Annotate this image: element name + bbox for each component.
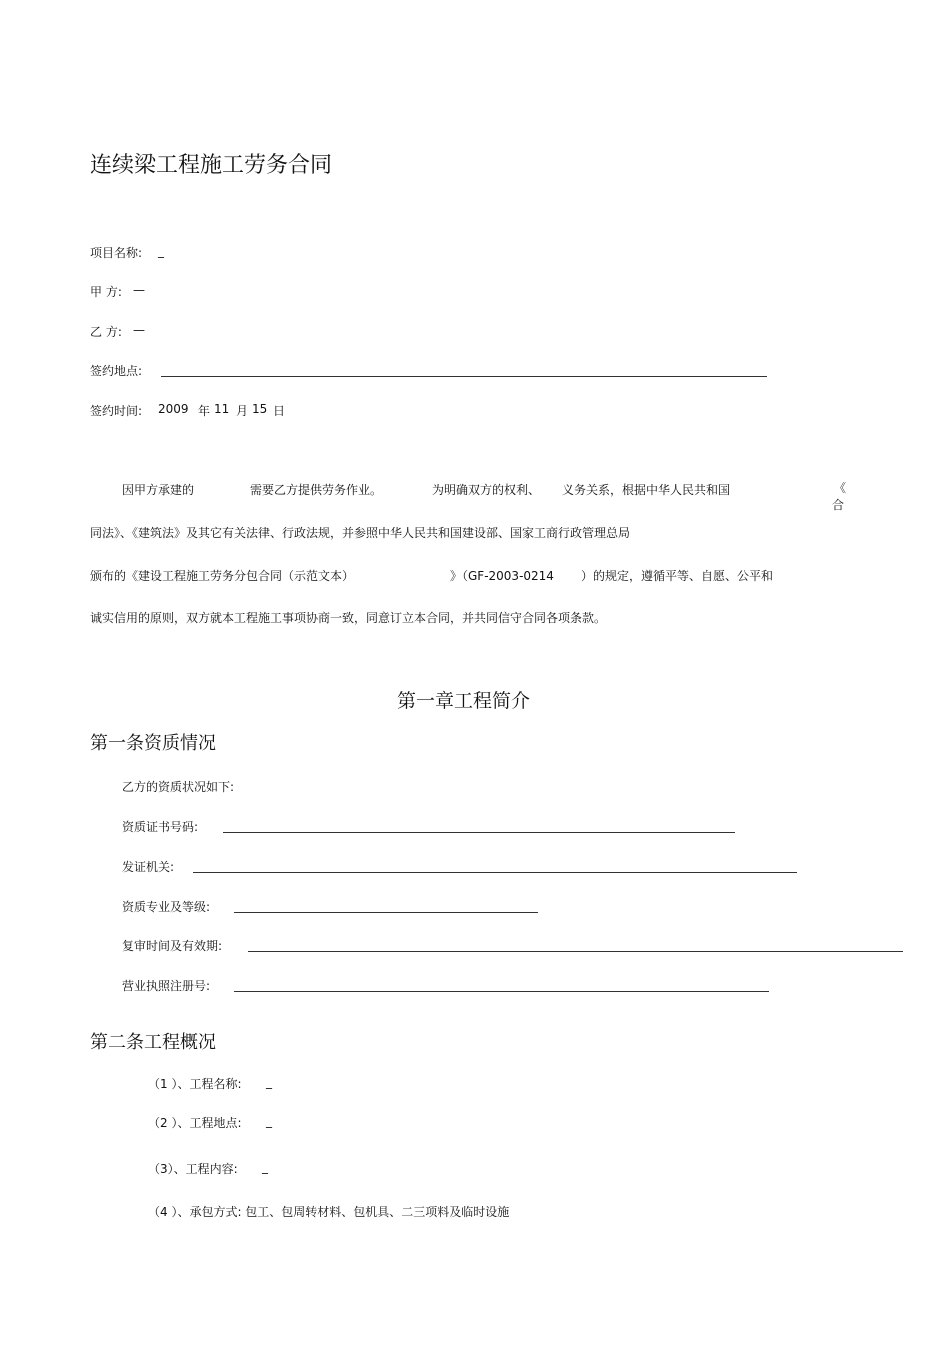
preamble-text: ）的规定，遵循平等、自愿、公平和	[581, 569, 774, 583]
article-heading: 第二条工程概况	[90, 1032, 216, 1053]
project-item-label: （1 ）、工程名称:	[148, 1077, 242, 1091]
preamble-text: 诚实信用的原则，双方就本工程施工事项协商一致，同意订立本合同，并共同信守合同各项条款。	[90, 611, 607, 625]
project-name-value: _	[158, 244, 164, 258]
preamble-text: 为明确双方的权利、	[432, 483, 541, 497]
project-item-label: （3）、工程内容:	[148, 1162, 238, 1176]
project-item-label: （2 ）、工程地点:	[148, 1116, 242, 1130]
project-item-value: _	[266, 1114, 272, 1128]
preamble-text: 颁布的《建设工程施工劳务分包合同（示范文本）	[90, 569, 355, 583]
issuer-blank	[193, 872, 797, 873]
cert-number-blank	[223, 832, 735, 833]
preamble-text: 》（GF-2003-0214	[450, 569, 554, 583]
signing-place-label: 签约地点:	[90, 364, 143, 378]
party-a-label: 甲 方:	[90, 285, 122, 299]
project-item-value: _	[266, 1075, 272, 1089]
party-b-value: —	[133, 323, 145, 337]
specialty-grade-label: 资质专业及等级:	[122, 900, 211, 914]
preamble-text: 《	[834, 481, 847, 495]
party-a-value: —	[133, 283, 145, 297]
license-number-label: 营业执照注册号:	[122, 979, 211, 993]
signing-date-month: 11	[214, 402, 230, 416]
signing-date-day-unit: 日	[273, 404, 286, 418]
signing-place-blank	[161, 376, 767, 377]
specialty-grade-blank	[234, 912, 538, 913]
signing-date-label: 签约时间:	[90, 404, 143, 418]
preamble-text: 义务关系，根据中华人民共和国	[562, 483, 731, 497]
preamble-text: 因甲方承建的	[122, 483, 195, 497]
license-number-blank	[234, 991, 769, 992]
project-name-label: 项目名称:	[90, 246, 143, 260]
signing-date-day: 15	[252, 402, 268, 416]
signing-date-year-unit: 年	[198, 404, 211, 418]
preamble-text: 合	[832, 498, 845, 512]
project-item-text: （4 ）、承包方式: 包工、包周转材料、包机具、二三项料及临时设施	[148, 1205, 510, 1219]
qualification-intro: 乙方的资质状况如下:	[122, 780, 235, 794]
review-validity-label: 复审时间及有效期:	[122, 939, 223, 953]
document-title: 连续梁工程施工劳务合同	[90, 153, 333, 178]
signing-date-month-unit: 月	[236, 404, 249, 418]
issuer-label: 发证机关:	[122, 860, 175, 874]
project-item-value: _	[262, 1160, 268, 1174]
party-b-label: 乙 方:	[90, 325, 122, 339]
cert-number-label: 资质证书号码:	[122, 820, 199, 834]
review-validity-blank	[248, 951, 903, 952]
signing-date-year: 2009	[158, 402, 189, 416]
preamble-text: 需要乙方提供劳务作业。	[250, 483, 383, 497]
chapter-heading: 第一章工程简介	[397, 690, 531, 712]
article-heading: 第一条资质情况	[90, 733, 216, 754]
preamble-text: 同法》、《建筑法》及其它有关法律、行政法规，并参照中华人民共和国建设部、国家工商行政管理总局	[90, 526, 631, 540]
